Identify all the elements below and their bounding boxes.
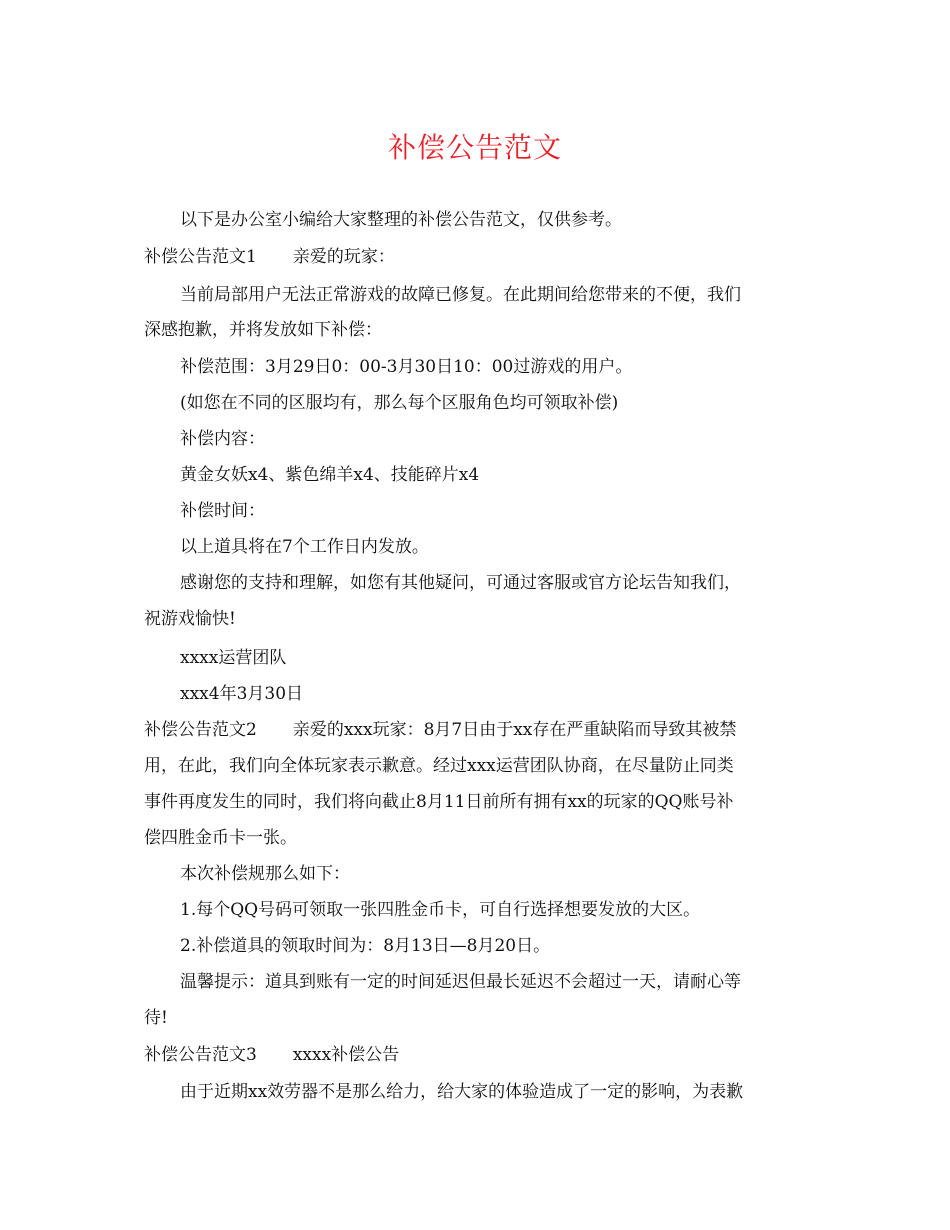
section-3-subtitle: xxxx补偿公告: [292, 1045, 400, 1065]
section-1-date: xxx4年3月30日: [180, 684, 304, 704]
section-2-paragraph-line: 用，在此，我们向全体玩家表示歉意。经过xxx运营团队协商，在尽量防止同类: [144, 756, 734, 776]
section-2-paragraph-start: 亲爱的xxx玩家：8月7日由于xx存在严重缺陷而导致其被禁: [292, 720, 737, 740]
section-2-heading: 补偿公告范文2: [144, 720, 257, 740]
section-2-tip-line: 温馨提示：道具到账有一定的时间延迟但最长延迟不会超过一天，请耐心等: [180, 972, 741, 992]
section-3-paragraph-line: 由于近期xx效劳器不是那么给力，给大家的体验造成了一定的影响，为表歉: [180, 1082, 744, 1102]
section-1-signature: xxxx运营团队: [180, 648, 287, 668]
section-1-content: 黄金女妖x4、紫色绵羊x4、技能碎片x4: [180, 465, 480, 485]
section-2-paragraph-line: 偿四胜金币卡一张。: [144, 828, 297, 848]
page-title: 补偿公告范文: [387, 131, 562, 164]
section-1-time-label: 补偿时间：: [180, 501, 265, 521]
section-1-content-label: 补偿内容：: [180, 429, 265, 449]
section-1-thanks-line: 感谢您的支持和理解，如您有其他疑问，可通过客服或官方论坛告知我们，: [180, 573, 741, 593]
section-2-rules-label: 本次补偿规那么如下：: [180, 864, 350, 884]
section-1-time: 以上道具将在7个工作日内发放。: [180, 537, 429, 557]
section-3-heading: 补偿公告范文3: [144, 1045, 257, 1065]
section-1-paragraph-line: 深感抱歉，并将发放如下补偿：: [144, 320, 382, 340]
section-2-heading-line: [144, 718, 824, 742]
section-2-tip-line: 待!: [144, 1008, 168, 1028]
section-1-note: (如您在不同的区服均有，那么每个区服角色均可领取补偿): [180, 393, 619, 413]
section-1-scope: 补偿范围：3月29日0：00-3月30日10：00过游戏的用户。: [180, 357, 633, 377]
section-1-heading: 补偿公告范文1: [144, 247, 257, 267]
section-2-paragraph-line: 事件再度发生的同时，我们将向截止8月11日前所有拥有xx的玩家的QQ账号补: [144, 792, 734, 812]
section-1-thanks-line: 祝游戏愉快!: [144, 609, 236, 629]
intro-text: 以下是办公室小编给大家整理的补偿公告范文，仅供参考。: [180, 210, 622, 230]
section-3-heading-line: [144, 1043, 824, 1067]
section-1-heading-line: [144, 245, 824, 269]
section-2-rule-2: 2.补偿道具的领取时间为：8月13日—8月20日。: [180, 936, 551, 956]
section-1-paragraph-line: 当前局部用户无法正常游戏的故障已修复。在此期间给您带来的不便，我们: [180, 285, 741, 305]
section-2-rule-1: 1.每个QQ号码可领取一张四胜金币卡，可自行选择想要发放的大区。: [180, 900, 701, 920]
section-1-salutation: 亲爱的玩家：: [292, 247, 395, 267]
